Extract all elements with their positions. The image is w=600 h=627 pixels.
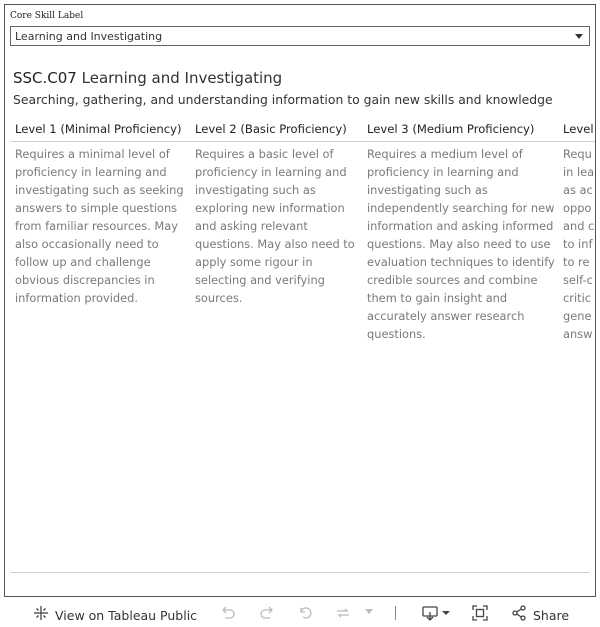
core-skill-dropdown[interactable] [10, 26, 590, 46]
description-line: investigating such as seeking [15, 183, 184, 197]
level-2-heading: Level 2 (Basic Proficiency) [195, 122, 347, 136]
description-line: accurately answer research [367, 309, 525, 323]
description-line: proficiency in learning and [15, 165, 167, 179]
proficiency-levels [5, 120, 596, 360]
footer-divider [10, 572, 590, 573]
description-line: follow up and challenge [15, 255, 151, 269]
chevron-down-icon [575, 34, 583, 39]
level-4-heading: Level [563, 122, 594, 136]
refresh-icon[interactable] [334, 605, 352, 621]
description-line: questions. [367, 327, 426, 341]
description-line: exploring new information [195, 201, 345, 215]
skill-title [13, 69, 282, 87]
description-line: selecting and verifying [195, 273, 325, 287]
description-line: from familiar resources. May [15, 219, 178, 233]
filter-label: Core Skill Label [10, 11, 84, 21]
skill-code: SSC.C07 [13, 69, 77, 87]
description-line: to re [563, 255, 590, 269]
description-line: information provided. [15, 291, 138, 305]
share-icon [511, 605, 527, 625]
description-line: Requires a basic level of [195, 147, 334, 161]
description-line: self-c [563, 273, 593, 287]
description-line: proficiency in learning and [367, 165, 519, 179]
description-line: Requires a minimal level of [15, 147, 170, 161]
tableau-icon [33, 605, 49, 625]
description-line: to inf [563, 237, 593, 251]
description-line: answ [563, 327, 593, 341]
description-line: evaluation techniques to identify [367, 255, 555, 269]
revert-icon[interactable] [298, 605, 314, 621]
level-2-description [195, 145, 365, 307]
description-line: as ac [563, 183, 593, 197]
view-on-tableau-button[interactable] [33, 605, 197, 625]
description-line: them to gain insight and [367, 291, 508, 305]
description-line: apply some rigour in [195, 255, 313, 269]
toolbar-separator [395, 606, 396, 620]
description-line: investigating such as [195, 183, 316, 197]
level-4-description [563, 145, 596, 343]
dropdown-value: Learning and Investigating [15, 30, 163, 43]
level-1-heading: Level 1 (Minimal Proficiency) [15, 122, 182, 136]
viz-frame [4, 4, 596, 597]
skill-name: Learning and Investigating [81, 69, 283, 87]
undo-icon[interactable] [220, 605, 236, 621]
description-line: in lea [563, 165, 595, 179]
description-line: independently searching for new [367, 201, 555, 215]
pause-dropdown-icon[interactable] [365, 609, 373, 615]
description-line: answers to simple questions [15, 201, 178, 215]
description-line: questions. May also need to use [367, 237, 551, 251]
heading-divider [11, 141, 596, 142]
description-line: oppo [563, 201, 592, 215]
tableau-toolbar [0, 600, 600, 627]
skill-description: Searching, gathering, and understanding information to gain new skills and knowledge [13, 92, 553, 107]
description-line: gene [563, 309, 592, 323]
description-line: critic [563, 291, 592, 305]
description-line: and c [563, 219, 595, 233]
level-3-heading: Level 3 (Medium Proficiency) [367, 122, 535, 136]
description-line: questions. May also need to [195, 237, 355, 251]
level-3-description [367, 145, 561, 343]
description-line: proficiency in learning and [195, 165, 347, 179]
fullscreen-icon[interactable] [472, 605, 488, 621]
description-line: Requ [563, 147, 592, 161]
download-icon[interactable] [422, 605, 452, 621]
redo-icon[interactable] [259, 605, 275, 621]
description-line: investigating such as [367, 183, 488, 197]
description-line: Requires a medium level of [367, 147, 523, 161]
share-button[interactable] [511, 605, 569, 625]
description-line: credible sources and combine [367, 273, 538, 287]
view-on-tableau-label: View on Tableau Public [55, 607, 198, 623]
description-line: and asking relevant [195, 219, 308, 233]
description-line: sources. [195, 291, 243, 305]
share-label: Share [533, 607, 570, 623]
description-line: information and asking informed [367, 219, 554, 233]
level-1-description [15, 145, 193, 307]
description-line: obvious discrepancies in [15, 273, 155, 287]
description-line: also occasionally need to [15, 237, 159, 251]
